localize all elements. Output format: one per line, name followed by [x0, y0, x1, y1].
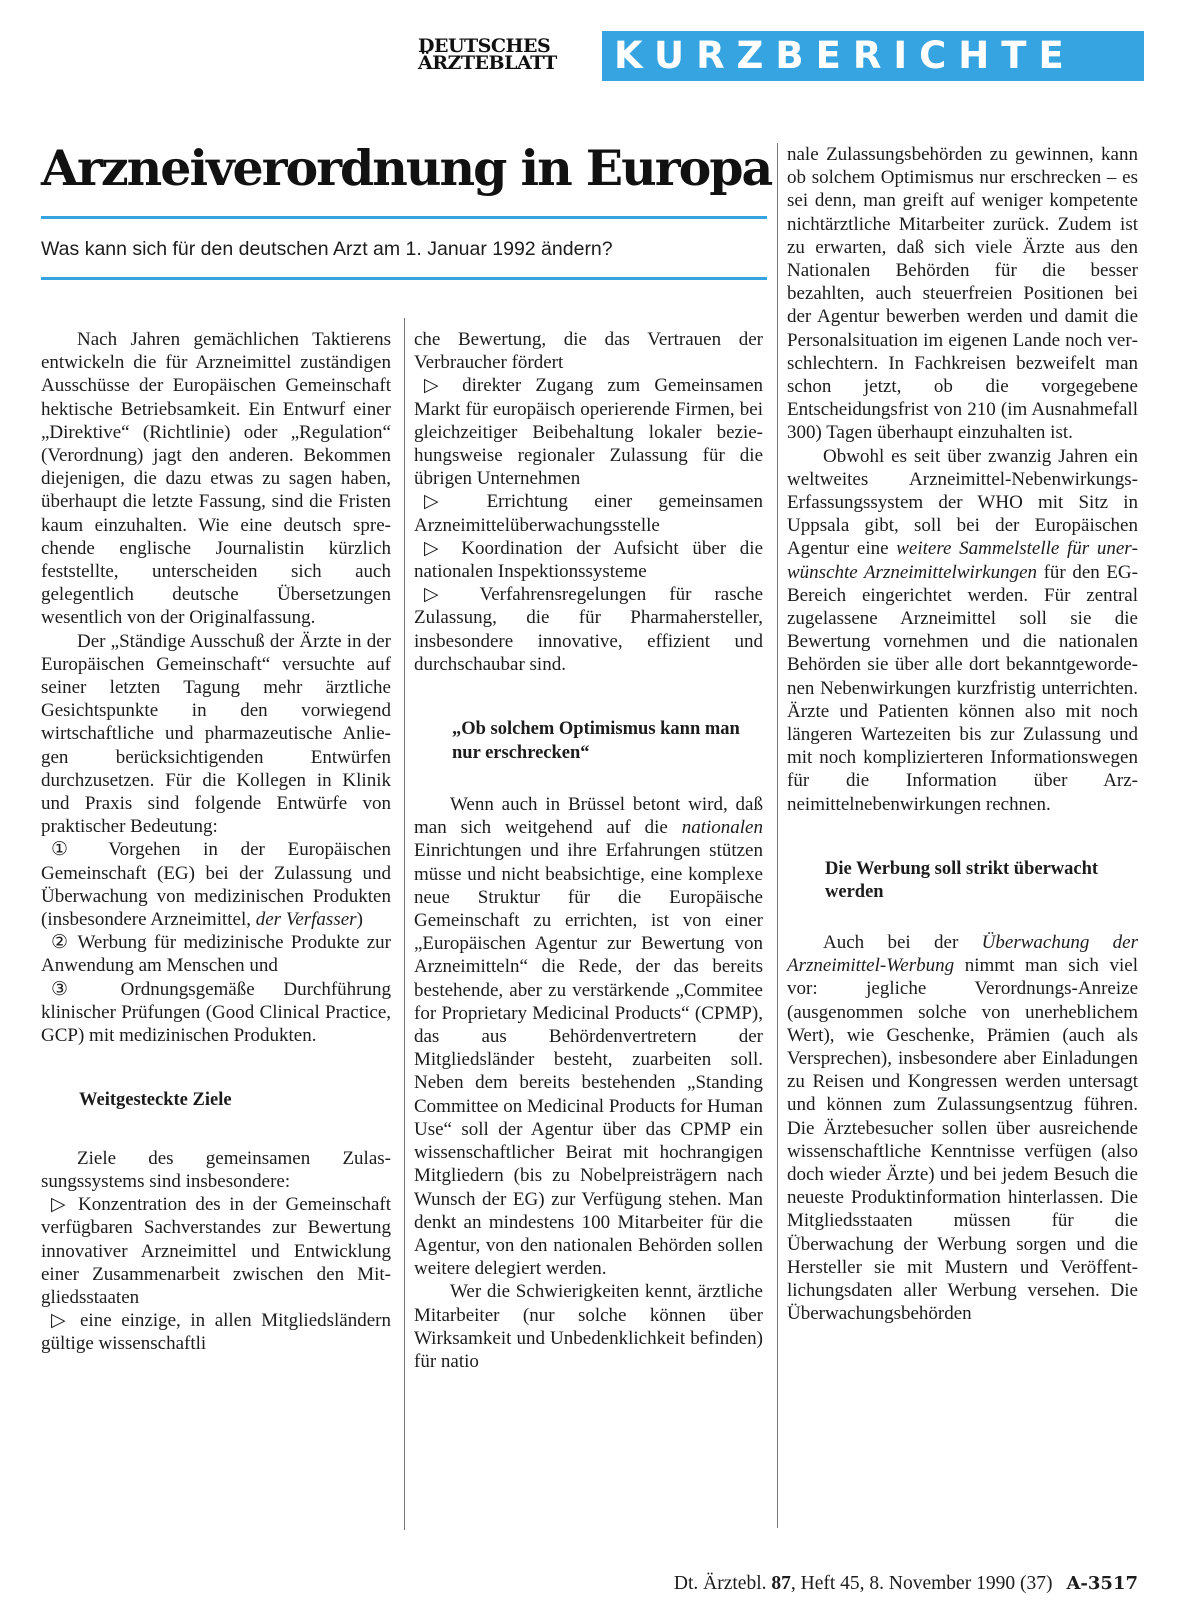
paragraph [787, 931, 1138, 1325]
bullet-item: ▷ Konzentration des in der Gemeinschaft verfügbaren Sachverstandes zur Bewertung innovativer Arzneimittel und Entwicklung einer Zusammenarbeit zwischen den Mitgliedsstaaten [41, 1194, 391, 1309]
column-divider-2 [777, 143, 778, 1528]
bullet-item: ▷ Verfahrensregelungen für rasche Zulassung, die für Pharmahersteller, insbesondere innovative, effizient und durchschaubar sind. [414, 584, 763, 675]
article-column-3 [787, 143, 1138, 1325]
paragraph: Wer die Schwierigkeiten kennt, ärztliche Mitarbeiter (nur solche können über Wirksamkeit und Unbedenklichkeit befinden) für natio [414, 1281, 763, 1372]
footer-volume: 87 [771, 1573, 791, 1594]
footer-issue: , Heft 45, 8. November 1990 (37) [790, 1573, 1053, 1594]
paragraph [787, 445, 1138, 816]
section-heading: Weitgesteckte Ziele [79, 1090, 232, 1111]
paragraph-text: Wenn auch in Brüssel betont wird, daß man sich weitgehend auf die [414, 794, 763, 839]
bullet-item: ▷ Koordination der Aufsicht über die nationalen Inspektionssysteme [414, 537, 763, 583]
bullet-item: ▷ direkter Zugang zum Gemeinsamen Markt für europäisch operierende Firmen, bei gleichzeitiger Beibehaltung lokaler beziehungsweise regionaler Zulassung für die übrigen Unternehmen [414, 375, 763, 490]
article-column-2 [414, 328, 763, 1373]
footer-journal: Dt. Ärztebl. [673, 1573, 772, 1594]
page-number: A-3517 [1066, 1573, 1138, 1594]
paragraph: nale Zulassungsbehörden zu gewinnen, kann ob solchem Optimismus nur erschrecken – es sei denn, man greift auf weniger kompetente nichtärztliche Mitarbeiter zurück. Zudem ist zu erwarten, daß sich viele Ärzte aus den Nationalen Behörden für die besser bezahlten, auch steuerfreien Positionen bei der Agentur bewerben werden und damit die Personalsituation im eigenen Lande noch verschlechtern. In Fachkreisen bezweifelt man schon jetzt, ob die vorgegebene Entscheidungsfrist von 210 (im Ausnahmefall 300) Tagen überhaupt einzuhalten ist. [787, 144, 1138, 444]
section-heading: „Ob solchem Optimismus kann man nur erschrecken“ [452, 719, 740, 763]
list-item: ③ Ordnungsgemäße Durchführung klinischer Prüfungen (Good Clinical Practice, GCP) mit medizinischen Produkten. [41, 978, 391, 1047]
list-item: ② Werbung für medizinische Produkte zur Anwendung am Menschen und [41, 932, 391, 977]
paragraph [414, 793, 763, 1280]
page-footer [600, 1571, 1138, 1597]
journal-masthead [418, 35, 596, 74]
paragraph: Ziele des gemeinsamen Zulassungssystems sind insbesondere: [41, 1147, 391, 1192]
list-item-text: ① Vorgehen in der Europäischen Gemeinschaft (EG) bei der Zulassung und Überwachung von medizinischen Produkten (insbesondere Arzneimittel, [41, 839, 391, 931]
paragraph: Der „Ständige Ausschuß der Ärzte in der Europäischen Gemeinschaft“ versuchte auf seiner letzten Tagung mehr ärztliche Gesichtspunkte in den vorwiegend wirtschaftliche und pharmazeutische Anliegen berücksichtigenden Entwürfen durchzusetzen. Für die Kollegen in Klinik und Praxis sind folgende Entwürfe von praktischer Bedeutung: [41, 630, 391, 838]
paragraph-emphasis: Überwachung der Arzneimittel-Werbung [787, 931, 1138, 977]
paragraph-emphasis: weitere Sammelstelle für unerwünschte Arzneimittelwirkungen [787, 538, 1138, 583]
article-title: Arzneiverordnung in Europa [41, 139, 772, 197]
title-rule-top [41, 216, 767, 219]
column-divider-1 [404, 318, 405, 1530]
list-item-text: ) [356, 909, 363, 931]
paragraph-text: Auch bei der [823, 931, 982, 953]
paragraph: che Bewertung, die das Vertrauen der Verbraucher fördert [414, 329, 763, 374]
bullet-item: ▷ Errichtung einer gemeinsamen Arzneimittelüberwachungsstelle [414, 491, 763, 536]
paragraph: Nach Jahren gemächlichen Taktierens entwickeln die für Arzneimittel zuständigen Ausschüsse der Europäischen Gemeinschaft hektische Betriebsamkeit. Ein Entwurf einer „Direktive“ (Richtlinie) oder „Regulation“ (Verordnung) jagt den anderen. Bekommen diejenigen, die dazu etwas zu sagen haben, überhaupt die letzte Fassung, sind die Fristen kaum einzuhalten. Wie eine deutsch sprechende englische Journalistin kürzlich feststellte, unterscheiden sich auch gelegentlich deutsche Übersetzungen wesentlich von der Originalfassung. [41, 329, 391, 629]
paragraph-text: Einrichtungen und ihre Erfahrungen stützen müsse und nicht beabsichtige, eine komplexe neue Struktur für die Europäische Gemeinschaft zu errichten, ist von einer „Europäischen Agentur zur Bewertung von Arzneimitteln“ die Rede, der das bereits bestehende, aber zu verstärkende „Commitee for Proprietary Medicinal Products“ (CPMP), das aus Behördenvertretern der Mitgliedsländer besteht, zuarbeiten soll. Neben dem bereits bestehenden „Standing Committee on Medicinal Products for Human Use“ soll der Agentur über das CPMP ein wissenschaftlicher Beirat mit hochrangigen Mitgliedern (bis zu Nobelpreisträgern nach Wunsch der EG) zur Verfügung stehen. Man denkt an mindestens 100 Mitarbeiter für die Agentur, von den nationalen Behörden sollen weitere delegiert werden. [414, 840, 763, 1280]
title-rule-bottom [41, 277, 767, 280]
paragraph-text: Obwohl es seit über zwanzig Jahren ein weltweites Arzneimittel-Nebenwirkungs-Erfassungssystem der WHO mit Sitz in Uppsala gibt, soll bei der Europäischen Agentur eine [787, 445, 1138, 560]
article-subtitle: Was kann sich für den deutschen Arzt am 1. Januar 1992 ändern? [41, 238, 613, 260]
masthead-line-1: DEUTSCHES [418, 35, 551, 57]
paragraph-text: nimmt man sich viel vor: jegliche Verordnungs-Anreize (ausgenommen solche von unerheblichem Wert), wie Geschenke, Prämien (auch als Versprechen), insbesondere aber Einladungen zu Reisen und Kongressen werden untersagt und können zum Zulassungsentzug führen. Die Ärztebesucher sollen über ausreichende wissenschaftliche Kenntnisse verfügen (also doch wieder Ärzte) und bei jedem Besuch die neueste Produktinformation hinterlassen. Die Mitgliedsstaaten müssen für die Überwachung der Werbung sorgen und die Hersteller sie mit Mustern und Veröffentlichungsdaten aller Werbung versehen. Die Überwachungsbehörden [787, 955, 1138, 1325]
paragraph-text: für den EG-Bereich eingerichtet werden. Für zentral zugelassene Arzneimittel soll sie die Bewertung vornehmen und die nationalen Behörden sie über alle dort bekanntgewordenen Nebenwirkungen kurzfristig unterrichten. Ärzte und Patienten können also mit noch längeren Wartezeiten bis zur Zulassung und mit noch komplizierteren Informationswegen für die Information über Arzneimittelnebenwirkungen rechnen. [787, 561, 1138, 815]
article-column-1 [41, 328, 391, 1356]
paragraph-emphasis: nationalen [681, 817, 763, 839]
bullet-item: ▷ eine einzige, in allen Mitgliedsländern gültige wissenschaftli [41, 1310, 391, 1355]
masthead-line-2: ÄRZTEBLATT [418, 52, 557, 74]
section-banner: KURZBERICHTE [602, 31, 1144, 81]
list-item [41, 838, 391, 931]
list-item-emphasis: der Verfasser [255, 909, 357, 931]
section-heading: Die Werbung soll strikt überwacht werden [825, 858, 1099, 903]
